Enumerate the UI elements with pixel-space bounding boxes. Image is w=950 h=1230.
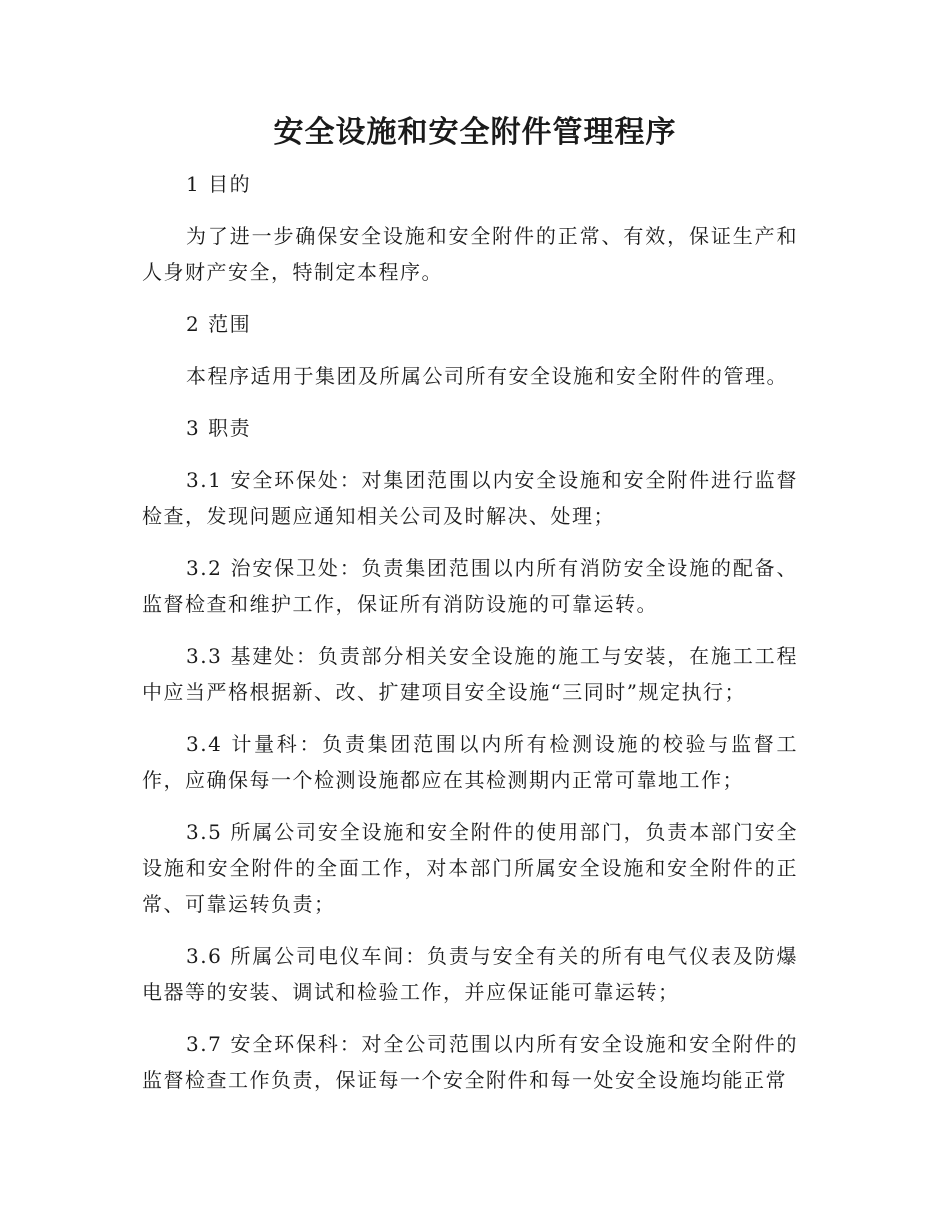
- paragraph-3-7: 3.7 安全环保科：对全公司范围以内所有安全设施和安全附件的监督检查工作负责，保证每一个安全附件和每一处安全设施均能正常: [142, 1032, 798, 1092]
- document-title: 安全设施和安全附件管理程序: [273, 115, 677, 150]
- section-heading-purpose: 1 目的: [186, 172, 252, 196]
- paragraph-3-3: 3.3 基建处：负责部分相关安全设施的施工与安装，在施工工程中应当严格根据新、改、扩建项目安全设施“三同时”规定执行；: [142, 644, 798, 704]
- paragraph-3-6: 3.6 所属公司电仪车间：负责与安全有关的所有电气仪表及防爆电器等的安装、调试和检验工作，并应保证能可靠运转；: [142, 944, 798, 1004]
- section-heading-responsibilities: 3 职责: [186, 416, 252, 440]
- paragraph-3-4: 3.4 计量科：负责集团范围以内所有检测设施的校验与监督工作，应确保每一个检测设施都应在其检测期内正常可靠地工作；: [142, 732, 798, 792]
- paragraph-3-2: 3.2 治安保卫处：负责集团范围以内所有消防安全设施的配备、监督检查和维护工作，保证所有消防设施的可靠运转。: [142, 556, 798, 616]
- document-body: [142, 166, 798, 1098]
- section-heading-scope: 2 范围: [186, 312, 252, 336]
- paragraph-purpose: 为了进一步确保安全设施和安全附件的正常、有效，保证生产和人身财产安全，特制定本程序。: [142, 224, 798, 284]
- paragraph-3-1: 3.1 安全环保处：对集团范围以内安全设施和安全附件进行监督检查，发现问题应通知相关公司及时解决、处理；: [142, 468, 798, 528]
- paragraph-scope: 本程序适用于集团及所属公司所有安全设施和安全附件的管理。: [186, 364, 788, 388]
- paragraph-3-5: 3.5 所属公司安全设施和安全附件的使用部门，负责本部门安全设施和安全附件的全面工作，对本部门所属安全设施和安全附件的正常、可靠运转负责；: [142, 820, 798, 916]
